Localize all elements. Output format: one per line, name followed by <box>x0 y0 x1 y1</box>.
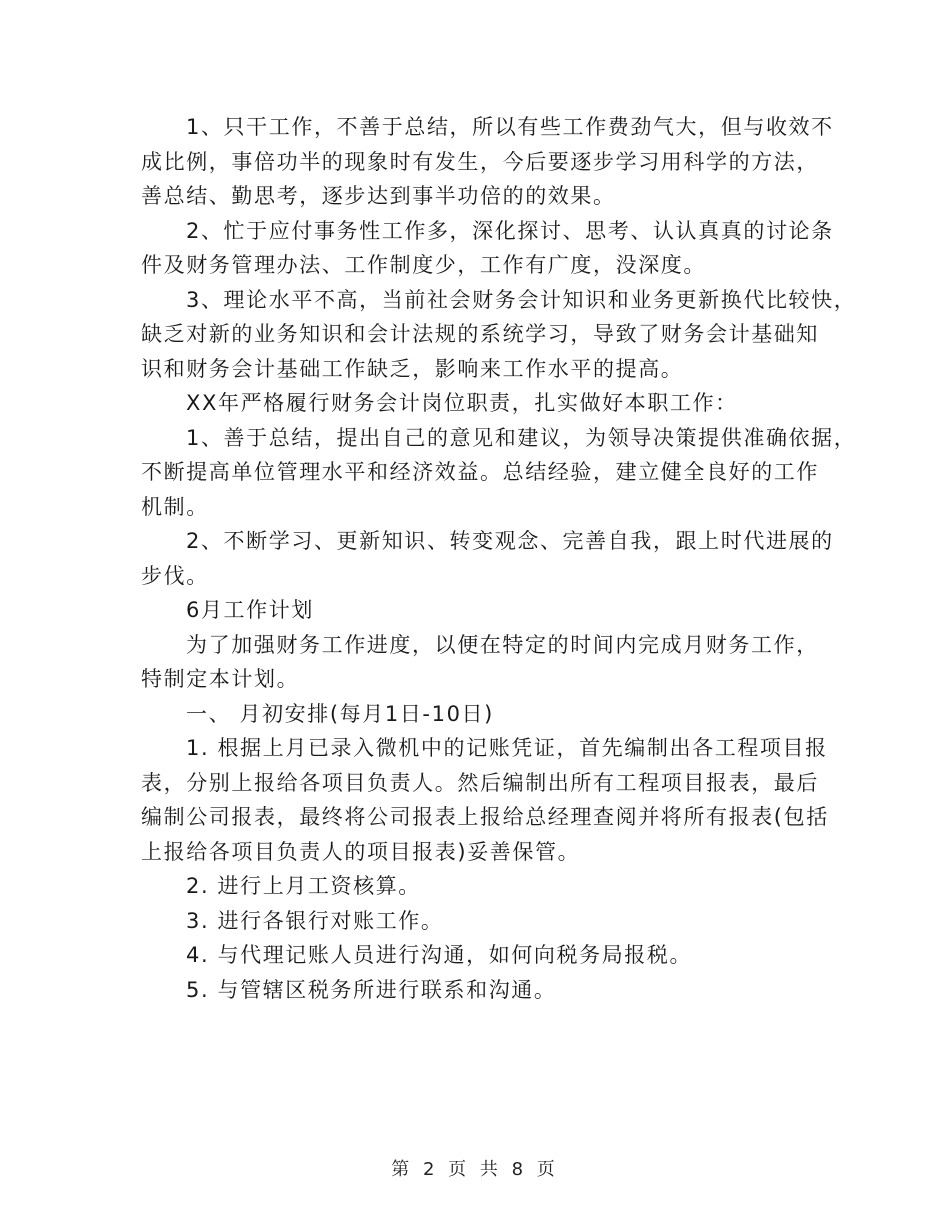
text-line: 特制定本计划。 <box>141 667 300 691</box>
text-line: 善总结、勤思考，逐步达到事半功倍的的效果。 <box>141 184 616 208</box>
text-line: 1、善于总结，提出自己的意见和建议，为领导决策提供准确依据， <box>186 425 857 450</box>
text-line: 编制公司报表，最终将公司报表上报给总经理查阅并将所有报表(包括 <box>141 805 829 829</box>
text-line: 1. 根据上月已录入微机中的记账凭证，首先编制出各工程项目报 <box>186 736 828 760</box>
text-line: 2、不断学习、更新知识、转变观念、完善自我，跟上时代进展的 <box>186 529 834 553</box>
text-line: 4. 与代理记账人员进行沟通，如何向税务局报税。 <box>186 943 693 967</box>
text-line: 不断提高单位管理水平和经济效益。总结经验，建立健全良好的工作 <box>141 460 819 484</box>
text-line: 上报给各项目负责人的项目报表)妥善保管。 <box>141 839 581 864</box>
text-line: 缺乏对新的业务知识和会计法规的系统学习，导致了财务会计基础知 <box>141 322 819 346</box>
text-line: 3、理论水平不高，当前社会财务会计知识和业务更新换代比较快， <box>186 287 857 312</box>
text-line: 识和财务会计基础工作缺乏，影响来工作水平的提高。 <box>141 356 684 381</box>
text-line: 3. 进行各银行对账工作。 <box>186 908 444 933</box>
text-line: 为了加强财务工作进度，以便在特定的时间内完成月财务工作， <box>186 632 819 657</box>
text-line: 步伐。 <box>141 563 209 588</box>
text-line: 件及财务管理办法、工作制度少，工作有广度，没深度。 <box>141 253 706 277</box>
text-line: 机制。 <box>141 494 209 519</box>
text-line: 表，分别上报给各项目负责人。然后编制出所有工程项目报表，最后 <box>141 770 819 795</box>
subsection-heading: 一、 月初安排(每月1日-10日) <box>186 701 494 726</box>
page-number-footer: 第 2 页 共 8 页 <box>391 1159 559 1180</box>
text-line: 成比例，事倍功半的现象时有发生，今后要逐步学习用科学的方法， <box>141 149 819 174</box>
document-body <box>141 110 857 1007</box>
text-line: 2、忙于应付事务性工作多，深化探讨、思考、认认真真的讨论条 <box>186 218 834 243</box>
section-heading: 6月工作计划 <box>186 598 314 622</box>
text-line: 5. 与管辖区税务所进行联系和沟通。 <box>186 977 557 1002</box>
text-line: 2. 进行上月工资核算。 <box>186 874 421 898</box>
text-line: XX年严格履行财务会计岗位职责，扎实做好本职工作： <box>186 391 738 415</box>
text-line: 1、只干工作，不善于总结，所以有些工作费劲气大，但与收效不 <box>186 115 834 139</box>
